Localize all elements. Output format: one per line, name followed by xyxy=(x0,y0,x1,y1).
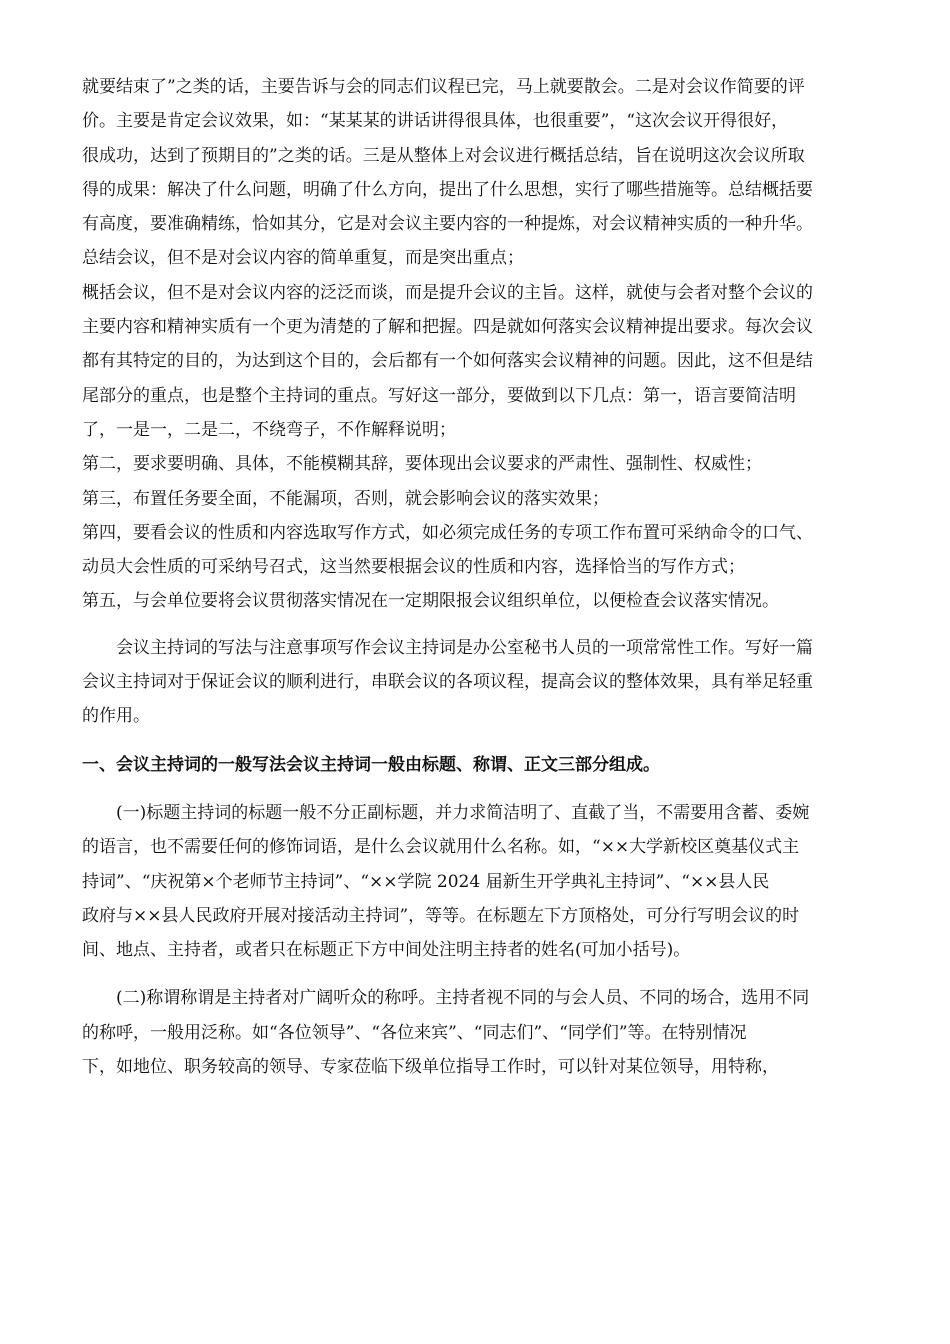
paragraph-block-3 xyxy=(82,796,872,967)
paragraph-block-4 xyxy=(82,981,872,1084)
text-line: 持词”、“庆祝第×个老师节主持词”、“××学院 2024 届新生开学典礼主持词”、“××县人民 xyxy=(82,871,770,892)
text-line: 会议主持词对于保证会议的顺利进行，串联会议的各项议程，提高会议的整体效果，具有举足轻重 xyxy=(82,672,813,693)
paragraph-spacer xyxy=(82,619,872,631)
text-line: 就要结束了”之类的话，主要告诉与会的同志们议程已完，马上就要散会。二是对会议作简要的评 xyxy=(82,77,805,97)
text-line: 有高度，要准确精练，恰如其分，它是对会议主要内容的一种提炼，对会议精神实质的一种升华。 xyxy=(82,214,813,235)
text-line: 得的成果：解决了什么问题，明确了什么方向，提出了什么思想，实行了哪些措施等。总结概括要 xyxy=(82,179,813,200)
text-line: 都有其特定的目的，为达到这个目的，会后都有一个如何落实会议精神的问题。因此，这不但是结 xyxy=(82,351,813,372)
text-line: 总结会议，但不是对会议内容的简单重复，而是突出重点； xyxy=(82,248,524,269)
text-line: 价。主要是肯定会议效果，如：“某某某的讲话讲得很具体，也很重要”，“这次会议开得很好， xyxy=(82,111,789,132)
text-line: 的称呼，一般用泛称。如“各位领导”、“各位来宾”、“同志们”、“同学们”等。在特别情况 xyxy=(82,1022,747,1043)
text-line: 间、地点、主持者，或者只在标题正下方中间处注明主持者的姓名(可加小括号)。 xyxy=(82,940,691,961)
text-line: 政府与××县人民政府开展对接活动主持词”，等等。在标题左下方顶格处，可分行写明会议的时 xyxy=(82,905,800,926)
text-line: 了，一是一，二是二，不绕弯子，不作解释说明； xyxy=(82,419,456,440)
paragraph-block-2 xyxy=(82,631,872,734)
paragraph-spacer xyxy=(82,734,872,748)
text-line: 尾部分的重点，也是整个主持词的重点。写好这一部分，要做到以下几点：第一，语言要简洁明 xyxy=(82,385,796,406)
text-line: 第二，要求要明确、具体，不能模糊其辞，要体现出会议要求的严肃性、强制性、权威性； xyxy=(82,454,762,475)
text-line: 概括会议，但不是对会议内容的泛泛而谈，而是提升会议的主旨。这样，就使与会者对整个会议的 xyxy=(82,282,813,303)
paragraph-spacer xyxy=(82,967,872,981)
paragraph-spacer xyxy=(82,782,872,796)
text-line: 会议主持词的写法与注意事项写作会议主持词是办公室秘书人员的一项常常性工作。写好一篇 xyxy=(82,637,813,658)
paragraph-block-1 xyxy=(82,70,872,619)
text-line: 第五，与会单位要将会议贯彻落实情况在一定期限报会议组织单位，以便检查会议落实情况。 xyxy=(82,591,779,612)
text-line: (二)称谓称谓是主持者对广阔听众的称呼。主持者视不同的与会人员、不同的场合，选用不同 xyxy=(82,988,810,1009)
section-heading: 一、会议主持词的一般写法会议主持词一般由标题、称谓、正文三部分组成。 xyxy=(82,754,660,775)
text-line: 下，如地位、职务较高的领导、专家莅临下级单位指导工作时，可以针对某位领导，用特称， xyxy=(82,1057,779,1078)
document-body xyxy=(82,70,872,1084)
text-line: (一)标题主持词的标题一般不分正副标题，并力求简洁明了、直截了当，不需要用含蓄、委婉 xyxy=(82,802,810,823)
text-line: 主要内容和精神实质有一个更为清楚的了解和把握。四是就如何落实会议精神提出要求。每次会议 xyxy=(82,317,813,338)
text-line: 的语言，也不需要任何的修饰词语，是什么会议就用什么名称。如，“××大学新校区奠基仪式主 xyxy=(82,837,800,858)
text-line: 的作用。 xyxy=(82,706,150,727)
text-line: 第四，要看会议的性质和内容选取写作方式，如必须完成任务的专项工作布置可采纳命令的口气、 xyxy=(82,522,813,543)
text-line: 动员大会性质的可采纳号召式，这当然要根据会议的性质和内容，选择恰当的写作方式； xyxy=(82,557,745,578)
text-line: 很成功，达到了预期目的”之类的话。三是从整体上对会议进行概括总结，旨在说明这次会议所取 xyxy=(82,145,805,166)
text-line: 第三，布置任务要全面，不能漏项，否则，就会影响会议的落实效果； xyxy=(82,488,609,509)
